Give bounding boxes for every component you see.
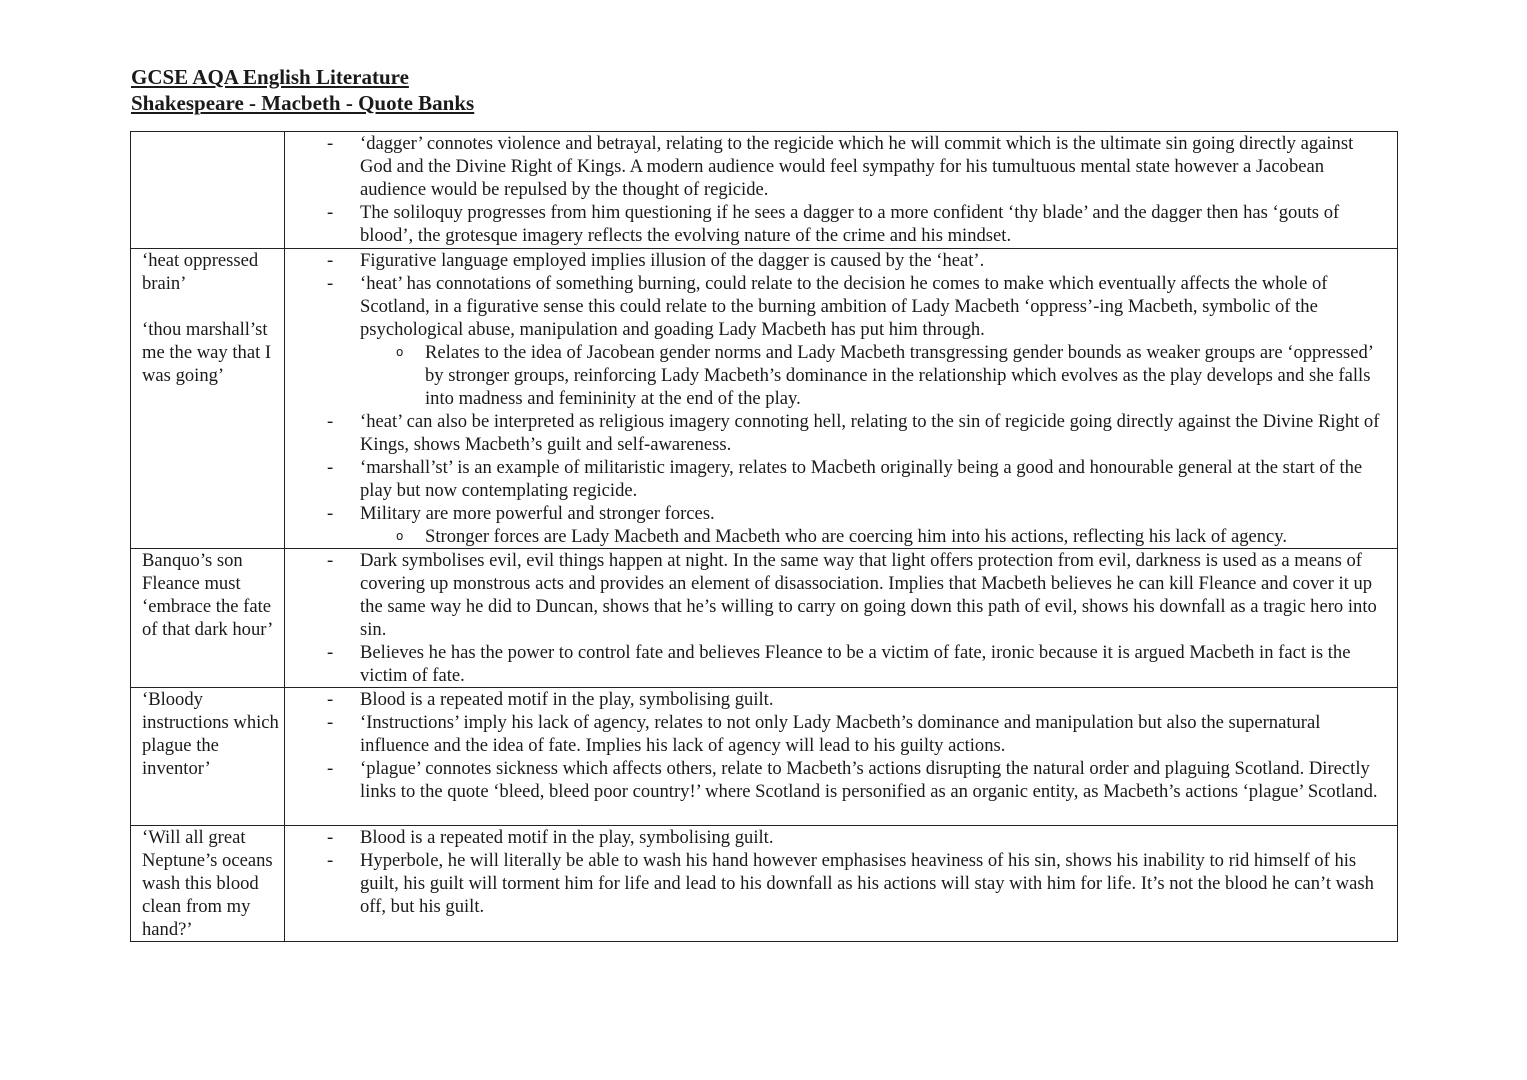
dash-bullet: - <box>327 273 334 294</box>
analysis-point: - Military are more powerful and stronger forces. <box>327 503 715 524</box>
circle-bullet-icon: o <box>396 529 404 543</box>
analysis-point: - Figurative language employed implies illusion of the dagger is caused by the ‘heat’. <box>327 250 985 271</box>
quote-cell <box>131 132 285 249</box>
analysis-point: - Believes he has the power to control fate and believes Fleance to be a victim of fate, ironic because it is argued Macbeth in fact is the victim of fate. <box>327 642 1351 686</box>
table-row <box>131 826 1398 942</box>
analysis-cell <box>285 132 1398 249</box>
table-row <box>131 688 1398 826</box>
quote-cell <box>131 688 285 826</box>
dash-bullet: - <box>327 457 334 478</box>
analysis-subpoint: o Relates to the idea of Jacobean gender norms and Lady Macbeth transgressing gender bounds as weaker groups are ‘oppressed’ by stronger groups, reinforcing Lady Macbeth’s dominance in the relationship which evolves as the play develops and she falls into madness and femininity at the end of the play. <box>396 342 1373 409</box>
course-title: GCSE AQA English Literature <box>131 65 409 89</box>
quote-cell <box>131 549 285 688</box>
document-header <box>131 64 474 116</box>
dash-bullet: - <box>327 550 334 571</box>
dash-bullet: - <box>327 133 334 154</box>
quote-text: ‘thou marshall’st me the way that I was going’ <box>142 319 272 386</box>
dash-bullet: - <box>327 758 334 779</box>
dash-bullet: - <box>327 503 334 524</box>
analysis-cell <box>285 826 1398 942</box>
dash-bullet: - <box>327 411 334 432</box>
dash-bullet: - <box>327 642 334 663</box>
analysis-point: - ‘plague’ connotes sickness which affects others, relate to Macbeth’s actions disrupting the natural order and plaguing Scotland. Directly links to the quote ‘bleed, bleed poor country!’ where Scotland is personified as an organic entity, as Macbeth’s actions ‘plague’ Scotland. <box>327 758 1378 802</box>
dash-bullet: - <box>327 202 334 223</box>
dash-bullet: - <box>327 712 334 733</box>
analysis-subpoint: o Stronger forces are Lady Macbeth and Macbeth who are coercing him into his actions, reflecting his lack of agency. <box>396 526 1288 547</box>
analysis-point: - The soliloquy progresses from him questioning if he sees a dagger to a more confident ‘thy blade’ and the dagger then has ‘gouts of blood’, the grotesque imagery reflects the evolving nature of the crime and his mindset. <box>327 202 1340 246</box>
analysis-point: - ‘heat’ can also be interpreted as religious imagery connoting hell, relating to the sin of regicide going directly against the Divine Right of Kings, shows Macbeth’s guilt and self-awareness. <box>327 411 1380 455</box>
dash-bullet: - <box>327 827 334 848</box>
analysis-cell <box>285 549 1398 688</box>
dash-bullet: - <box>327 250 334 271</box>
quote-text: ‘Bloody instructions which plague the inventor’ <box>142 689 279 779</box>
dash-bullet: - <box>327 689 334 710</box>
quote-spacer <box>142 295 280 318</box>
table-row <box>131 249 1398 549</box>
dash-bullet: - <box>327 850 334 871</box>
circle-bullet-icon: o <box>396 345 404 359</box>
analysis-point: - ‘marshall’st’ is an example of militaristic imagery, relates to Macbeth originally being a good and honourable general at the start of the play but now contemplating regicide. <box>327 457 1363 501</box>
analysis-cell <box>285 249 1398 549</box>
analysis-point: - ‘dagger’ connotes violence and betrayal, relating to the regicide which he will commit which is the ultimate sin going directly against God and the Divine Right of Kings. A modern audience would feel sympathy for his tumultuous mental state however a Jacobean audience would be repulsed by the thought of regicide. <box>327 133 1354 200</box>
analysis-point: - Hyperbole, he will literally be able to wash his hand however emphasises heaviness of his sin, shows his inability to rid himself of his guilt, his guilt will torment him for life and lead to his downfall as his actions will stay with him for life. It’s not the blood he can’t wash off, but his guilt. <box>327 850 1374 917</box>
analysis-point: - Dark symbolises evil, evil things happen at night. In the same way that light offers protection from evil, darkness is used as a means of covering up monstrous acts and provides an element of disassociation. Implies that Macbeth believes he can kill Fleance and cover it up the same way he did to Duncan, shows that he’s willing to carry on going down this path of evil, shows his downfall as a tragic hero into sin. <box>327 550 1377 640</box>
quote-text: ‘heat oppressed brain’ <box>142 250 259 294</box>
analysis-point: - ‘heat’ has connotations of something burning, could relate to the decision he comes to make which eventually affects the whole of Scotland, in a figurative sense this could relate to the burning ambition of Lady Macbeth ‘oppress’-ing Macbeth, symbolic of the psychological abuse, manipulation and goading Lady Macbeth has put him through. <box>327 273 1328 340</box>
analysis-point: - Blood is a repeated motif in the play, symbolising guilt. <box>327 827 774 848</box>
section-title: Shakespeare - Macbeth - Quote Banks <box>131 91 475 115</box>
analysis-point: - Blood is a repeated motif in the play, symbolising guilt. <box>327 689 774 710</box>
quote-text: Banquo’s son Fleance must ‘embrace the fate of that dark hour’ <box>142 550 274 640</box>
quote-cell <box>131 826 285 942</box>
analysis-cell <box>285 688 1398 826</box>
quote-bank-table <box>130 131 1398 942</box>
table-row <box>131 132 1398 249</box>
quote-text: ‘Will all great Neptune’s oceans wash this blood clean from my hand?’ <box>142 827 273 940</box>
table-row <box>131 549 1398 688</box>
quote-cell <box>131 249 285 549</box>
analysis-point: - ‘Instructions’ imply his lack of agency, relates to not only Lady Macbeth’s dominance and manipulation but also the supernatural influence and the idea of fate. Implies his lack of agency will lead to his guilty actions. <box>327 712 1321 756</box>
